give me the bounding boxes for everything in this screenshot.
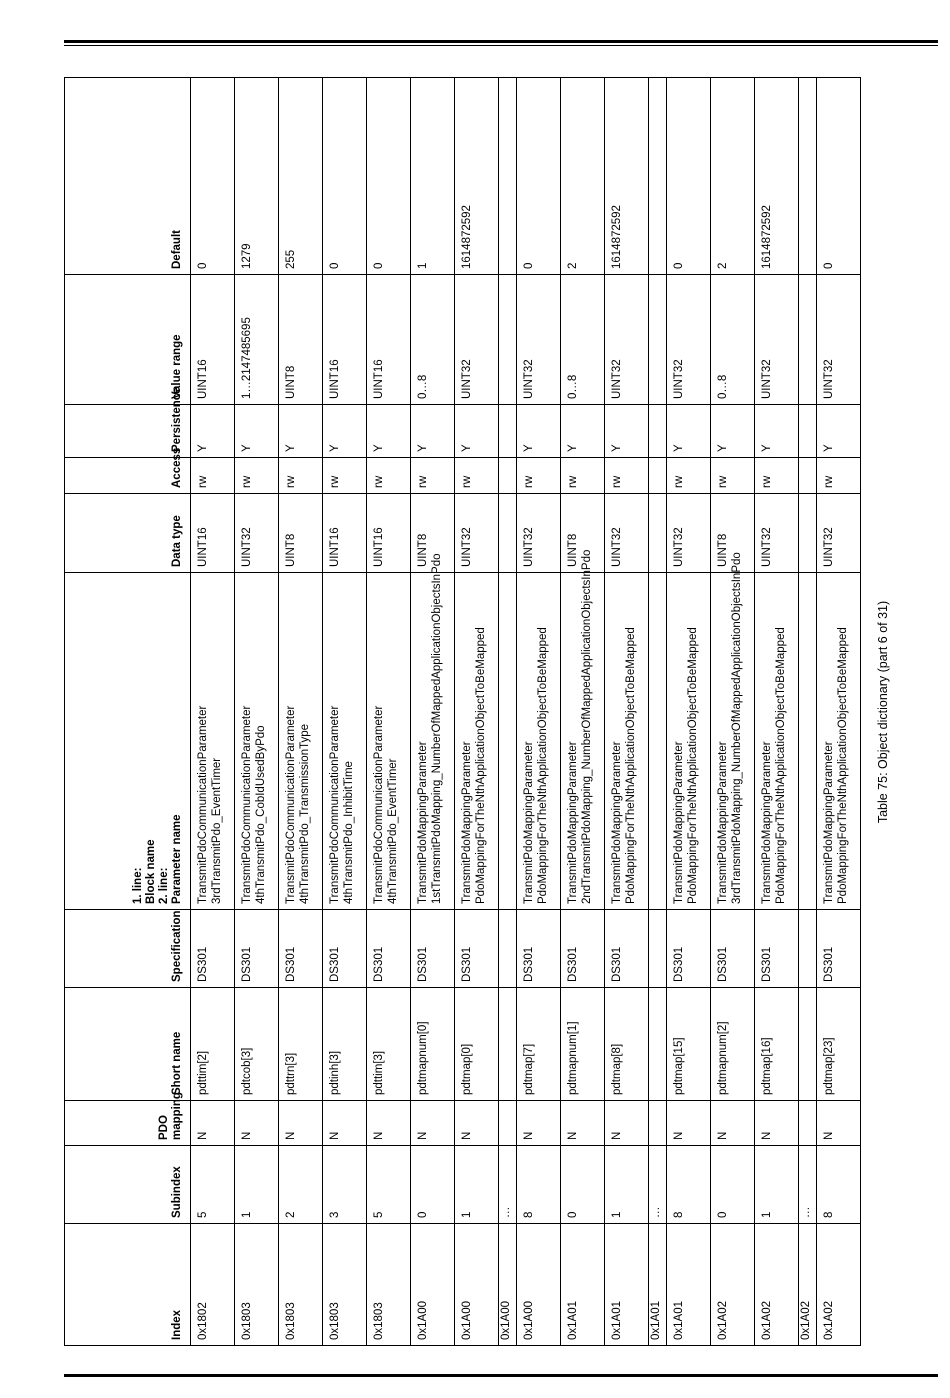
block-name: TransmitPdoMappingParameter	[823, 741, 835, 904]
cell-def: 0	[191, 78, 235, 275]
cell-short	[649, 988, 667, 1101]
cell-access: rw	[755, 458, 799, 494]
cell-index: 0x1803	[235, 1224, 279, 1346]
cell-range: UINT16	[323, 275, 367, 405]
cell-pdo: N	[455, 1101, 499, 1146]
parameter-name: PdoMappingForTheNthApplicationObjectToBeMapped	[475, 627, 487, 904]
cell-access: rw	[711, 458, 755, 494]
cell-range: UINT16	[367, 275, 411, 405]
col-index-header: Index	[65, 1224, 191, 1346]
parameter-name: 4thTransmitPdo_InhibitTime	[343, 761, 355, 904]
col-parameter-header	[65, 573, 191, 910]
cell-short: pdtmapnum[1]	[561, 988, 605, 1101]
cell-index: 0x1A01	[605, 1224, 649, 1346]
cell-def	[799, 78, 817, 275]
cell-spec	[499, 910, 517, 988]
col-default-header: Default	[65, 78, 191, 275]
cell-access: rw	[279, 458, 323, 494]
table-row	[817, 78, 861, 1346]
cell-sub: 8	[817, 1146, 861, 1224]
cell-short	[499, 988, 517, 1101]
cell-dtype	[799, 494, 817, 573]
cell-spec: DS301	[279, 910, 323, 988]
cell-spec: DS301	[367, 910, 411, 988]
cell-param	[517, 573, 561, 910]
cell-index: 0x1A00	[411, 1224, 455, 1346]
cell-dtype: UINT8	[279, 494, 323, 573]
cell-sub: 0	[411, 1146, 455, 1224]
cell-dtype: UINT8	[711, 494, 755, 573]
cell-def: 0	[817, 78, 861, 275]
table-row	[367, 78, 411, 1346]
cell-pers	[499, 405, 517, 458]
cell-param	[367, 573, 411, 910]
cell-pers: Y	[411, 405, 455, 458]
block-name: TransmitPdoCommunicationParameter	[329, 705, 341, 904]
cell-range: UINT32	[605, 275, 649, 405]
cell-dtype: UINT16	[323, 494, 367, 573]
header-row	[65, 78, 191, 1346]
cell-dtype: UINT16	[367, 494, 411, 573]
table-row	[191, 78, 235, 1346]
cell-dtype	[649, 494, 667, 573]
cell-dtype: UINT32	[235, 494, 279, 573]
cell-sub: 5	[367, 1146, 411, 1224]
table-caption: Table 75: Object dictionary (part 6 of 31)	[876, 600, 890, 824]
cell-access: rw	[817, 458, 861, 494]
cell-range: UINT32	[517, 275, 561, 405]
cell-range: 0…8	[561, 275, 605, 405]
cell-spec: DS301	[323, 910, 367, 988]
cell-pers: Y	[323, 405, 367, 458]
cell-index: 0x1A00	[517, 1224, 561, 1346]
cell-def: 1279	[235, 78, 279, 275]
parameter-name: PdoMappingForTheNthApplicationObjectToBeMapped	[625, 627, 637, 904]
cell-access: rw	[367, 458, 411, 494]
cell-dtype: UINT32	[817, 494, 861, 573]
cell-dtype: UINT32	[517, 494, 561, 573]
cell-index: 0x1A01	[649, 1224, 667, 1346]
cell-sub: 3	[323, 1146, 367, 1224]
col-pdo-mapping-header: PDO mapping	[65, 1101, 191, 1146]
block-name: TransmitPdoMappingParameter	[567, 741, 579, 904]
table-body	[191, 78, 861, 1346]
cell-sub: 0	[711, 1146, 755, 1224]
cell-access: rw	[323, 458, 367, 494]
cell-range: UINT16	[191, 275, 235, 405]
col-value-range-header: Value range	[65, 275, 191, 405]
cell-param	[499, 573, 517, 910]
table-row	[235, 78, 279, 1346]
cell-dtype: UINT8	[411, 494, 455, 573]
cell-index: 0x1A02	[711, 1224, 755, 1346]
cell-sub: 8	[667, 1146, 711, 1224]
cell-short	[799, 988, 817, 1101]
cell-access	[499, 458, 517, 494]
parameter-name: 3rdTransmitPdoMapping_NumberOfMappedApplicationObjectsInPdo	[731, 552, 743, 904]
cell-sub: …	[649, 1146, 667, 1224]
cell-pdo: N	[323, 1101, 367, 1146]
table-row-ellipsis	[499, 78, 517, 1346]
table-row-ellipsis	[649, 78, 667, 1346]
cell-access: rw	[605, 458, 649, 494]
block-name: TransmitPdoCommunicationParameter	[197, 705, 209, 904]
cell-def: 255	[279, 78, 323, 275]
cell-range: UINT32	[455, 275, 499, 405]
cell-sub: 2	[279, 1146, 323, 1224]
cell-short: pdttrn[3]	[279, 988, 323, 1101]
cell-def: 1614872592	[455, 78, 499, 275]
table-row	[323, 78, 367, 1346]
parameter-name: 1stTransmitPdoMapping_NumberOfMappedApplicationObjectsInPdo	[431, 553, 443, 904]
cell-access	[649, 458, 667, 494]
cell-index: 0x1A00	[455, 1224, 499, 1346]
cell-index: 0x1A01	[667, 1224, 711, 1346]
cell-spec: DS301	[455, 910, 499, 988]
col-access-header: Access	[65, 458, 191, 494]
cell-short: pdtmap[7]	[517, 988, 561, 1101]
cell-pers: Y	[455, 405, 499, 458]
cell-spec	[649, 910, 667, 988]
cell-short: pdtmap[8]	[605, 988, 649, 1101]
cell-dtype: UINT32	[755, 494, 799, 573]
cell-pers: Y	[755, 405, 799, 458]
cell-pdo: N	[667, 1101, 711, 1146]
cell-short: pdtmap[16]	[755, 988, 799, 1101]
cell-access: rw	[191, 458, 235, 494]
cell-spec: DS301	[605, 910, 649, 988]
col-subindex-header: Subindex	[65, 1146, 191, 1224]
table-row	[755, 78, 799, 1346]
cell-def: 0	[367, 78, 411, 275]
cell-sub: 1	[605, 1146, 649, 1224]
cell-pers: Y	[561, 405, 605, 458]
cell-spec: DS301	[711, 910, 755, 988]
cell-short: pdtmapnum[0]	[411, 988, 455, 1101]
table-row	[279, 78, 323, 1346]
cell-param	[817, 573, 861, 910]
cell-param	[279, 573, 323, 910]
parameter-name: PdoMappingForTheNthApplicationObjectToBeMapped	[687, 627, 699, 904]
cell-index: 0x1A02	[799, 1224, 817, 1346]
parameter-name: 4thTransmitPdo_TransmissionType	[299, 723, 311, 904]
block-name: TransmitPdoMappingParameter	[717, 741, 729, 904]
cell-pdo	[649, 1101, 667, 1146]
cell-index: 0x1A02	[755, 1224, 799, 1346]
col-specification-header: Specification	[65, 910, 191, 988]
cell-def: 0	[667, 78, 711, 275]
cell-param	[605, 573, 649, 910]
cell-param	[755, 573, 799, 910]
rotated-page-content	[64, 78, 890, 1346]
cell-pdo: N	[711, 1101, 755, 1146]
parameter-name: 2ndTransmitPdoMapping_NumberOfMappedApplicationObjectsInPdo	[581, 549, 593, 904]
cell-spec: DS301	[517, 910, 561, 988]
cell-range: 0…8	[711, 275, 755, 405]
cell-pdo: N	[235, 1101, 279, 1146]
cell-range	[649, 275, 667, 405]
cell-spec	[799, 910, 817, 988]
col-short-name-header: Short name	[65, 988, 191, 1101]
cell-pers: Y	[367, 405, 411, 458]
cell-param	[667, 573, 711, 910]
cell-sub: 0	[561, 1146, 605, 1224]
col-persistence-header: Persistence	[65, 405, 191, 458]
cell-param	[799, 573, 817, 910]
cell-def: 2	[561, 78, 605, 275]
table-row	[411, 78, 455, 1346]
cell-pers: Y	[817, 405, 861, 458]
cell-short: pdttim[2]	[191, 988, 235, 1101]
cell-dtype: UINT8	[561, 494, 605, 573]
cell-sub: 8	[517, 1146, 561, 1224]
cell-range	[799, 275, 817, 405]
cell-index: 0x1803	[279, 1224, 323, 1346]
cell-pdo: N	[817, 1101, 861, 1146]
parameter-name: PdoMappingForTheNthApplicationObjectToBeMapped	[537, 627, 549, 904]
cell-sub: 1	[455, 1146, 499, 1224]
cell-param	[235, 573, 279, 910]
cell-pers: Y	[279, 405, 323, 458]
cell-access	[799, 458, 817, 494]
cell-access: rw	[455, 458, 499, 494]
cell-short: pdtinh[3]	[323, 988, 367, 1101]
cell-pdo	[499, 1101, 517, 1146]
block-name: TransmitPdoMappingParameter	[761, 741, 773, 904]
cell-spec: DS301	[561, 910, 605, 988]
cell-pdo: N	[755, 1101, 799, 1146]
block-name: TransmitPdoMappingParameter	[611, 741, 623, 904]
cell-index: 0x1803	[367, 1224, 411, 1346]
cell-range: UINT32	[667, 275, 711, 405]
cell-index: 0x1A00	[499, 1224, 517, 1346]
cell-range: 1…2147485695	[235, 275, 279, 405]
cell-spec: DS301	[235, 910, 279, 988]
cell-access: rw	[517, 458, 561, 494]
cell-dtype: UINT16	[191, 494, 235, 573]
header-rule-thin	[64, 45, 938, 46]
parameter-name: 3rdTransmitPdo_EventTimer	[211, 757, 223, 904]
cell-pers: Y	[605, 405, 649, 458]
table-row	[711, 78, 755, 1346]
cell-pers	[799, 405, 817, 458]
header-rule-thick	[64, 40, 938, 43]
cell-dtype	[499, 494, 517, 573]
cell-param	[323, 573, 367, 910]
cell-pers: Y	[667, 405, 711, 458]
cell-access: rw	[411, 458, 455, 494]
cell-sub: …	[799, 1146, 817, 1224]
cell-param	[455, 573, 499, 910]
cell-spec: DS301	[667, 910, 711, 988]
cell-param	[411, 553, 455, 910]
table-row	[605, 78, 649, 1346]
cell-pdo: N	[191, 1101, 235, 1146]
cell-param	[649, 573, 667, 910]
cell-spec: DS301	[817, 910, 861, 988]
table-row	[517, 78, 561, 1346]
cell-pdo: N	[411, 1101, 455, 1146]
cell-short: pdtmap[15]	[667, 988, 711, 1101]
cell-def: 1614872592	[755, 78, 799, 275]
cell-index: 0x1802	[191, 1224, 235, 1346]
cell-pers: Y	[711, 405, 755, 458]
cell-access: rw	[561, 458, 605, 494]
parameter-name: PdoMappingForTheNthApplicationObjectToBeMapped	[837, 627, 849, 904]
cell-index: 0x1A01	[561, 1224, 605, 1346]
cell-range: 0…8	[411, 275, 455, 405]
cell-range: UINT32	[817, 275, 861, 405]
block-name: TransmitPdoMappingParameter	[523, 741, 535, 904]
param-header-line3: 2. line:	[158, 867, 170, 904]
cell-access: rw	[235, 458, 279, 494]
cell-pers: Y	[235, 405, 279, 458]
cell-range: UINT8	[279, 275, 323, 405]
parameter-name: 4thTransmitPdo_EventTimer	[387, 758, 399, 904]
cell-index: 0x1803	[323, 1224, 367, 1346]
block-name: TransmitPdoCommunicationParameter	[373, 705, 385, 904]
cell-def	[499, 78, 517, 275]
cell-def: 0	[323, 78, 367, 275]
cell-short: pdtmap[23]	[817, 988, 861, 1101]
cell-spec: DS301	[755, 910, 799, 988]
cell-short: pdtmapnum[2]	[711, 988, 755, 1101]
block-name: TransmitPdoMappingParameter	[461, 741, 473, 904]
cell-def: 0	[517, 78, 561, 275]
block-name: TransmitPdoMappingParameter	[673, 741, 685, 904]
cell-pers: Y	[191, 405, 235, 458]
block-name: TransmitPdoMappingParameter	[417, 741, 429, 904]
cell-pdo	[799, 1101, 817, 1146]
cell-sub: 1	[235, 1146, 279, 1224]
cell-dtype: UINT32	[605, 494, 649, 573]
cell-index: 0x1A02	[817, 1224, 861, 1346]
cell-dtype: UINT32	[455, 494, 499, 573]
cell-pdo: N	[279, 1101, 323, 1146]
cell-range: UINT32	[755, 275, 799, 405]
cell-param	[191, 573, 235, 910]
cell-def: 2	[711, 78, 755, 275]
cell-range	[499, 275, 517, 405]
cell-dtype: UINT32	[667, 494, 711, 573]
cell-short: pdtcob[3]	[235, 988, 279, 1101]
cell-sub: …	[499, 1146, 517, 1224]
param-header-line2: Block name	[145, 839, 157, 904]
parameter-name: PdoMappingForTheNthApplicationObjectToBeMapped	[775, 627, 787, 904]
cell-short: pdttim[3]	[367, 988, 411, 1101]
table-row	[455, 78, 499, 1346]
cell-short: pdtmap[0]	[455, 988, 499, 1101]
table-row-ellipsis	[799, 78, 817, 1346]
table-row	[667, 78, 711, 1346]
col-data-type-header: Data type	[65, 494, 191, 573]
cell-pdo: N	[517, 1101, 561, 1146]
block-name: TransmitPdoCommunicationParameter	[241, 705, 253, 904]
param-header-line1: 1. line:	[132, 867, 144, 904]
cell-spec: DS301	[191, 910, 235, 988]
cell-pdo: N	[561, 1101, 605, 1146]
cell-def	[649, 78, 667, 275]
cell-pers	[649, 405, 667, 458]
cell-sub: 1	[755, 1146, 799, 1224]
cell-param	[711, 552, 755, 910]
cell-spec: DS301	[411, 910, 455, 988]
table-row	[561, 78, 605, 1346]
object-dictionary-table	[64, 77, 861, 1346]
cell-def: 1	[411, 78, 455, 275]
cell-pers: Y	[517, 405, 561, 458]
parameter-name: 4thTransmitPdo_CobIdUsedByPdo	[255, 725, 267, 904]
cell-access: rw	[667, 458, 711, 494]
cell-pdo: N	[367, 1101, 411, 1146]
footer-rule	[64, 1374, 938, 1377]
param-header-line4: Parameter name	[171, 814, 183, 904]
cell-sub: 5	[191, 1146, 235, 1224]
block-name: TransmitPdoCommunicationParameter	[285, 705, 297, 904]
cell-def: 1614872592	[605, 78, 649, 275]
cell-pdo: N	[605, 1101, 649, 1146]
